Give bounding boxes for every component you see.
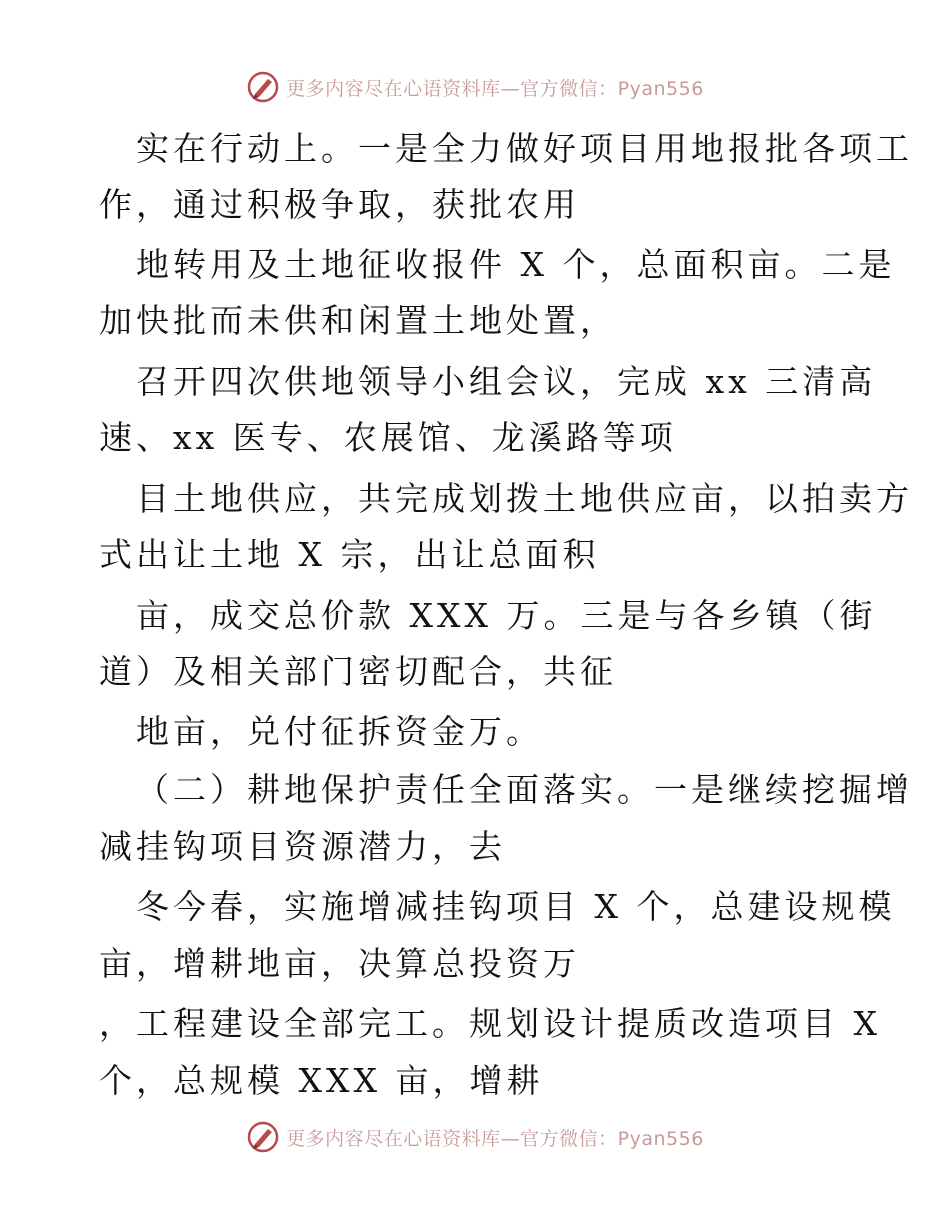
body-line: 亩，增耕地亩，决算总投资万 (99, 944, 580, 983)
body-line: 式出让土地 X 宗，出让总面积 (99, 535, 600, 574)
body-line: 亩，成交总价款 XXX 万。三是与各乡镇（街 (136, 596, 877, 635)
body-line: 减挂钩项目资源潜力，去 (99, 827, 506, 866)
body-line: 地转用及土地征收报件 X 个，总面积亩。二是 (136, 245, 896, 284)
body-line: ，工程建设全部完工。规划设计提质改造项目 X (99, 1004, 881, 1043)
watermark-text: 更多内容尽在心语资料库—官方微信：Pyan556 (286, 77, 704, 100)
section-heading-line: （二）耕地保护责任全面落实。一是继续挖掘增 (136, 770, 913, 809)
body-line: 冬今春，实施增减挂钩项目 X 个，总建设规模 (136, 887, 896, 926)
body-line: 加快批而未供和闲置土地处置， (99, 301, 617, 340)
body-line: 地亩，兑付征拆资金万。 (136, 712, 543, 751)
pen-logo-icon (246, 70, 280, 104)
body-line: 实在行动上。一是全力做好项目用地报批各项工 (136, 129, 913, 168)
pen-logo-icon (246, 1120, 280, 1154)
body-line: 个，总规模 XXX 亩，增耕 (99, 1061, 544, 1100)
header-watermark (0, 70, 950, 110)
body-line: 作，通过积极争取，获批农用 (99, 185, 580, 224)
body-line: 速、xx 医专、农展馆、龙溪路等项 (99, 418, 677, 457)
footer-watermark (0, 1120, 950, 1160)
watermark-text: 更多内容尽在心语资料库—官方微信：Pyan556 (286, 1127, 704, 1150)
body-line: 召开四次供地领导小组会议，完成 xx 三清高 (136, 362, 877, 401)
body-line: 道）及相关部门密切配合，共征 (99, 652, 617, 691)
body-line: 目土地供应，共完成划拨土地供应亩，以拍卖方 (136, 479, 913, 518)
